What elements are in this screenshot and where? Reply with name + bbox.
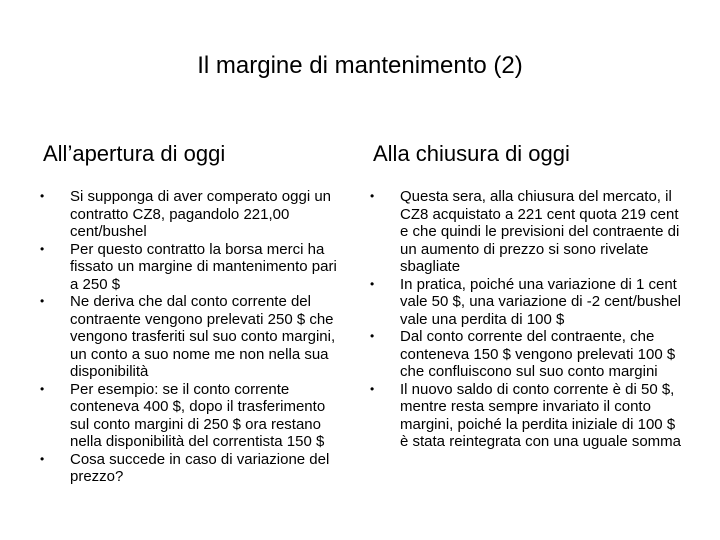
bullet-icon: • [370,381,375,396]
bullet-icon: • [370,329,375,343]
list-item: • Per esempio: se il conto corrente conteneva 400 $, dopo il trasferimento sul conto margini di 250 $ ora restano nella disponibilità del correntista 150 $ [40,380,326,450]
bullet-icon: • [40,294,45,308]
list-item: • Si supponga di aver comperato oggi un contratto CZ8, pagandolo 221,00 cent/bushel [40,188,332,240]
bullet-icon: • [370,276,375,291]
right-bullet-list [370,188,683,451]
list-item: • Ne deriva che dal conto corrente del contraente vengono prelevati 250 $ che vengono trasferiti sul suo conto margini, un conto a suo nome me non nella sua disponibilità [40,293,336,380]
list-item: • Cosa succede in caso di variazione del prezzo? [40,450,330,485]
bullet-icon: • [40,451,45,466]
bullet-icon: • [370,189,375,203]
bullet-icon: • [40,241,45,256]
left-bullet-list [40,188,343,486]
left-heading: All’apertura di oggi [43,141,226,166]
slide-title: Il margine di mantenimento (2) [197,52,523,79]
list-item: • In pratica, poiché una variazione di 1 cent vale 50 $, una variazione di -2 cent/bushel vale una perdita di 100 $ [370,275,682,328]
list-item: • Per questo contratto la borsa merci ha fissato un margine di mantenimento pari a 250 $ [40,240,337,293]
list-item: • Dal conto corrente del contraente, che conteneva 150 $ vengono prelevati 100 $ che confluiscono sul suo conto margini [370,328,676,380]
bullet-icon: • [40,381,45,396]
list-item: • Il nuovo saldo di conto corrente è di 50 $, mentre resta sempre invariato il conto margini, poiché la perdita iniziale di 100 $ è stata reintegrata con una uguale somma [370,380,682,450]
left-column [40,140,343,486]
bullet-icon: • [40,189,45,203]
list-item: • Questa sera, alla chiusura del mercato, il CZ8 acquistato a 221 cent quota 219 cent e che quindi le previsioni del contraente di un aumento di prezzo si sono rivelate sbagliate [370,188,680,275]
right-heading: Alla chiusura di oggi [373,141,570,166]
right-column [370,140,683,451]
